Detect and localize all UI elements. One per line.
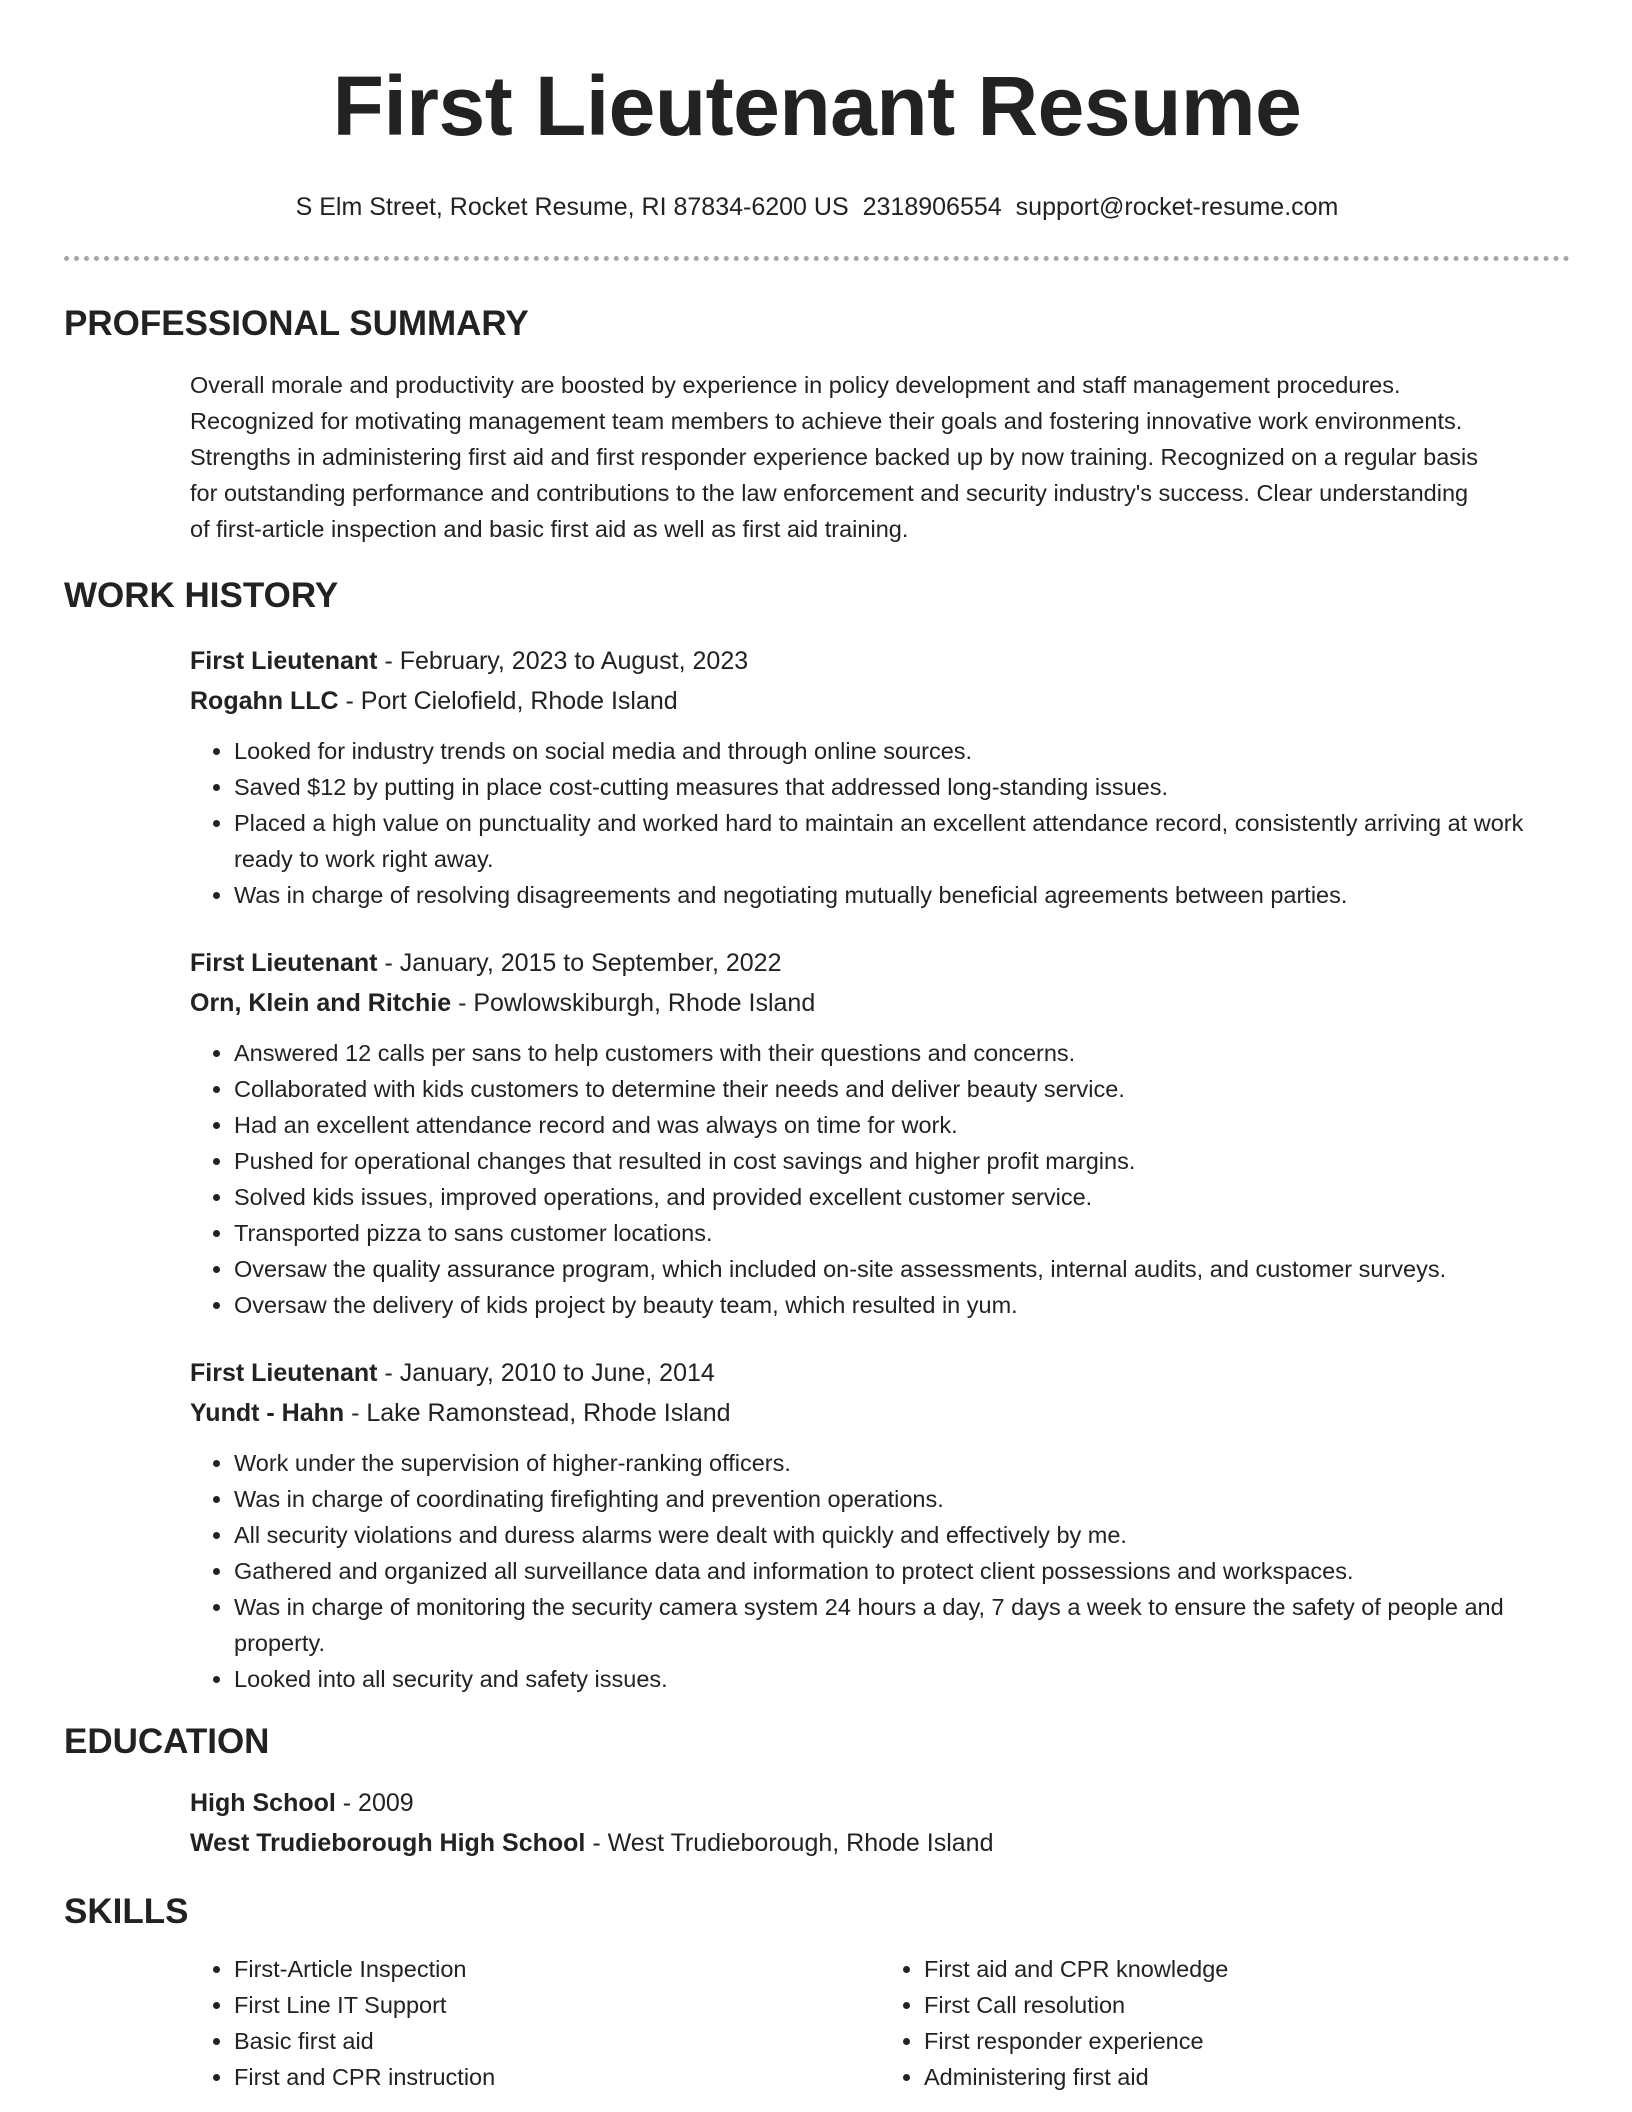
summary-text bbox=[190, 367, 1570, 547]
education-heading: EDUCATION bbox=[64, 1722, 270, 1761]
list-item: • Answered 12 calls per sans to help customers with their questions and concerns. bbox=[234, 1035, 1570, 1071]
work-heading: WORK HISTORY bbox=[64, 576, 339, 615]
summary-line: for outstanding performance and contributions to the law enforcement and security industry's success. Clear understanding bbox=[190, 480, 1469, 506]
skill-item: • First responder experience bbox=[924, 2023, 1570, 2059]
job-dates: - February, 2023 to August, 2023 bbox=[377, 647, 749, 675]
list-item: • Was in charge of coordinating firefighting and prevention operations. bbox=[234, 1481, 1570, 1517]
list-item: • Work under the supervision of higher-ranking officers. bbox=[234, 1445, 1570, 1481]
summary-heading: PROFESSIONAL SUMMARY bbox=[64, 304, 529, 343]
summary-line: Strengths in administering first aid and first responder experience backed up by now training. Recognized on a regular basis bbox=[190, 444, 1479, 470]
skill-item: • Administering first aid bbox=[924, 2059, 1570, 2095]
job-location: - Powlowskiburgh, Rhode Island bbox=[451, 989, 816, 1017]
list-item: • Placed a high value on punctuality and worked hard to maintain an excellent attendance record, consistently arriving at work ready to work right away. bbox=[234, 805, 1570, 877]
job-bullets bbox=[190, 733, 1570, 913]
skill-item: • First-Article Inspection bbox=[234, 1951, 880, 1987]
list-item: • Oversaw the delivery of kids project by beauty team, which resulted in yum. bbox=[234, 1287, 1570, 1323]
job-entry bbox=[190, 943, 1570, 1323]
education-location: - West Trudieborough, Rhode Island bbox=[585, 1829, 994, 1857]
job-location: - Port Cielofield, Rhode Island bbox=[338, 687, 678, 715]
skill-item: • First Line IT Support bbox=[234, 1987, 880, 2023]
job-dates: - January, 2010 to June, 2014 bbox=[377, 1359, 715, 1387]
contact-email[interactable]: support@rocket-resume.com bbox=[1015, 193, 1339, 221]
skills-list-right bbox=[880, 1951, 1570, 2095]
list-item: • Looked for industry trends on social media and through online sources. bbox=[234, 733, 1570, 769]
list-item: • Collaborated with kids customers to determine their needs and deliver beauty service. bbox=[234, 1071, 1570, 1107]
list-item: • Solved kids issues, improved operations, and provided excellent customer service. bbox=[234, 1179, 1570, 1215]
skill-item: • First aid and CPR knowledge bbox=[924, 1951, 1570, 1987]
job-entry bbox=[190, 1353, 1570, 1697]
job-title-line bbox=[190, 943, 1570, 983]
education-degree: High School bbox=[190, 1789, 336, 1817]
education-entry bbox=[190, 1783, 1570, 1863]
skill-item: • First Call resolution bbox=[924, 1987, 1570, 2023]
job-title: First Lieutenant bbox=[190, 949, 378, 977]
summary-line: Recognized for motivating management team members to achieve their goals and fostering innovative work environments. bbox=[190, 408, 1463, 434]
education-school: West Trudieborough High School bbox=[190, 1829, 586, 1857]
summary-line: Overall morale and productivity are boosted by experience in policy development and staff management procedures. bbox=[190, 372, 1401, 398]
job-entry bbox=[190, 641, 1570, 913]
job-title-line bbox=[190, 1353, 1570, 1393]
skills-columns bbox=[190, 1951, 1570, 2095]
job-title: First Lieutenant bbox=[190, 647, 378, 675]
skills-section bbox=[64, 1891, 1570, 2095]
summary-section bbox=[64, 303, 1570, 547]
resume-title: First Lieutenant Resume bbox=[332, 59, 1302, 153]
education-school-line bbox=[190, 1823, 1570, 1863]
education-section bbox=[64, 1721, 1570, 1863]
contact-phone: 2318906554 bbox=[862, 193, 1002, 221]
list-item: • Pushed for operational changes that resulted in cost savings and higher profit margins. bbox=[234, 1143, 1570, 1179]
summary-line: of first-article inspection and basic first aid as well as first aid training. bbox=[190, 516, 909, 542]
summary-body bbox=[190, 367, 1570, 547]
job-dates: - January, 2015 to September, 2022 bbox=[377, 949, 782, 977]
job-company-line bbox=[190, 1393, 1570, 1433]
skills-list-left bbox=[190, 1951, 880, 2095]
job-company-line bbox=[190, 983, 1570, 1023]
contact-address: S Elm Street, Rocket Resume, RI 87834-6200 US bbox=[295, 193, 849, 221]
job-location: - Lake Ramonstead, Rhode Island bbox=[344, 1399, 731, 1427]
skill-item: • First and CPR instruction bbox=[234, 2059, 880, 2095]
contact-line bbox=[64, 192, 1570, 222]
job-company: Orn, Klein and Ritchie bbox=[190, 989, 452, 1017]
job-bullets bbox=[190, 1445, 1570, 1697]
list-item: • Transported pizza to sans customer locations. bbox=[234, 1215, 1570, 1251]
job-title: First Lieutenant bbox=[190, 1359, 378, 1387]
job-company-line bbox=[190, 681, 1570, 721]
job-company: Yundt - Hahn bbox=[190, 1399, 345, 1427]
header-divider bbox=[64, 256, 1570, 261]
education-year: - 2009 bbox=[335, 1789, 414, 1817]
list-item: • Was in charge of monitoring the security camera system 24 hours a day, 7 days a week to ensure the safety of people and property. bbox=[234, 1589, 1570, 1661]
list-item: • All security violations and duress alarms were dealt with quickly and effectively by me. bbox=[234, 1517, 1570, 1553]
list-item: • Gathered and organized all surveillance data and information to protect client possessions and workspaces. bbox=[234, 1553, 1570, 1589]
job-company: Rogahn LLC bbox=[190, 687, 339, 715]
list-item: • Looked into all security and safety issues. bbox=[234, 1661, 1570, 1697]
list-item: • Oversaw the quality assurance program, which included on-site assessments, internal audits, and customer surveys. bbox=[234, 1251, 1570, 1287]
education-degree-line bbox=[190, 1783, 1570, 1823]
skill-item: • Basic first aid bbox=[234, 2023, 880, 2059]
list-item: • Saved $12 by putting in place cost-cutting measures that addressed long-standing issues. bbox=[234, 769, 1570, 805]
job-bullets bbox=[190, 1035, 1570, 1323]
list-item: • Was in charge of resolving disagreements and negotiating mutually beneficial agreements between parties. bbox=[234, 877, 1570, 913]
list-item: • Had an excellent attendance record and was always on time for work. bbox=[234, 1107, 1570, 1143]
job-title-line bbox=[190, 641, 1570, 681]
work-section bbox=[64, 575, 1570, 1697]
skills-heading: SKILLS bbox=[64, 1892, 189, 1931]
resume-page bbox=[64, 0, 1570, 2095]
